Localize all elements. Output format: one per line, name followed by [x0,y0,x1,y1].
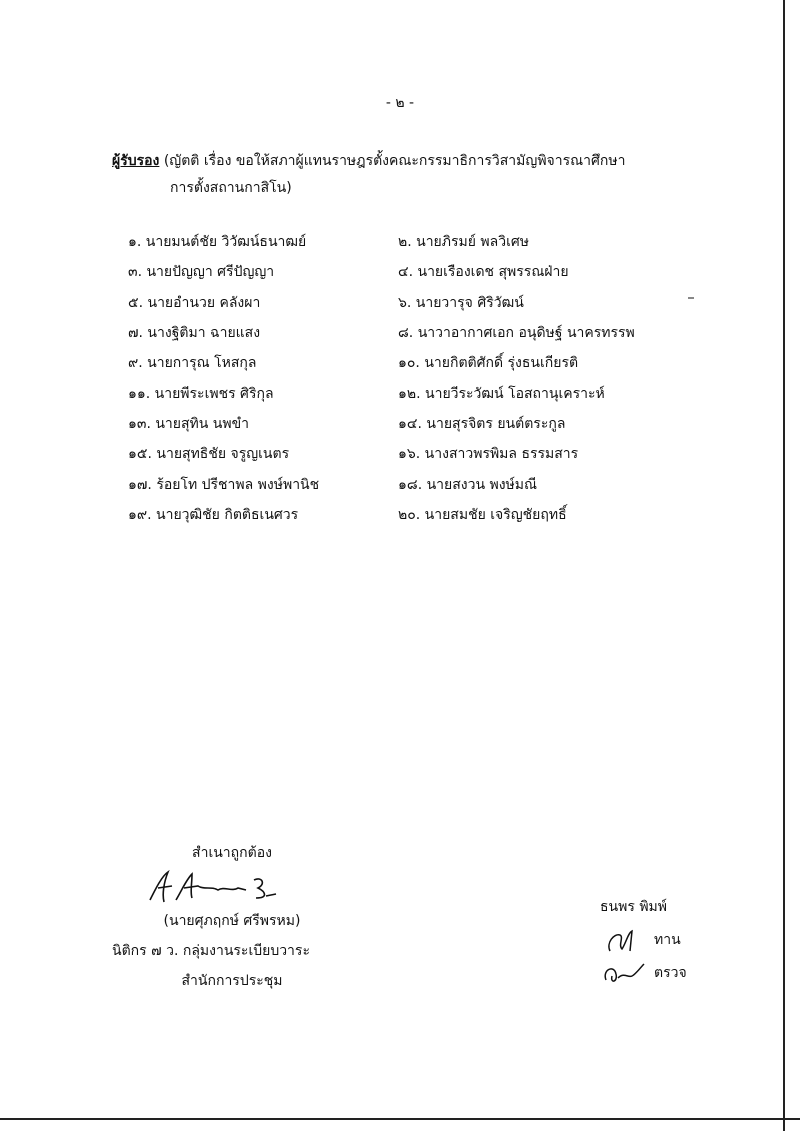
heading-label: ผู้รับรอง [112,153,160,169]
page-border-right [783,0,785,1131]
staff-block [600,890,740,989]
reviewed-label: ทาน [654,931,681,948]
signer-item: ๔. นายเรืองเดช สุพรรณฝ่าย [398,264,569,281]
heading-line-1: (ญัตติ เรื่อง ขอให้สภาผู้แทนราษฎรตั้งคณะกรรมาธิการวิสามัญพิจารณาศึกษา [163,153,626,169]
signer-item: ๑. นายมนต์ชัย วิวัฒน์ธนาฒย์ [128,234,307,251]
heading-line-2: การตั้งสถานกาสิโน) [170,180,292,196]
signer-item: ๒๐. นายสมชัย เจริญชัยฤทธิ์ [398,506,567,523]
signer-item: ๕. นายอำนวย คลังผา [128,294,261,311]
typist-row [600,890,740,923]
signer-item: ๑๖. นางสาวพรพิมล ธรรมสาร [398,446,579,463]
handwritten-signature [142,868,292,906]
checker-initials [600,958,646,988]
signer-item: ๑๘. นายสงวน พงษ์มณี [398,476,537,493]
signer-item: ๘. นาวาอากาศเอก อนุดิษฐ์ นาครทรรพ [398,325,635,342]
certification-block [112,838,352,996]
page-border-bottom [0,1118,800,1120]
reviewer-initials [600,925,646,955]
signer-item: ๒. นายภิรมย์ พลวิเศษ [398,234,529,251]
checked-label: ตรวจ [654,964,687,981]
signer-item: ๑๕. นายสุทธิชัย จรูญเนตร [128,446,290,463]
signer-item: ๙. นายการุณ โหสกุล [128,355,257,372]
certifier-office: สำนักการประชุม [181,973,283,989]
checked-row [600,956,740,989]
signer-item: ๑๐. นายกิตติศักดิ์ รุ่งธนเกียรติ [398,355,579,372]
signer-item: ๗. นางฐิติมา ฉายแสง [128,325,261,342]
signer-item: ๖. นายวารุจ ศิริวัฒน์ [398,294,524,311]
page-number: - ๒ - [385,95,415,111]
certification-title: สำเนาถูกต้อง [192,845,272,861]
signer-item: ๑๓. นายสุทิน นพขำ [128,415,250,432]
scan-mark [688,297,694,299]
certifier-position: นิติกร ๗ ว. กลุ่มงานระเบียบวาระ [112,943,310,959]
typist-label: ธนพร พิมพ์ [600,898,667,915]
signer-item: ๑๙. นายวุฒิชัย กิตติธเนศวร [128,506,299,523]
signers-list [128,227,688,530]
reviewed-row [600,923,740,956]
signer-item: ๑๒. นายวีระวัฒน์ โอสถานุเคราะห์ [398,385,605,402]
signer-item: ๑๔. นายสุรจิตร ยนต์ตระกูล [398,415,566,432]
certifier-name: (นายศุภฤกษ์ ศรีพรหม) [163,913,301,929]
heading [112,148,625,202]
signer-item: ๑๗. ร้อยโท ปรีชาพล พงษ์พานิช [128,476,320,493]
signer-item: ๑๑. นายพีระเพชร ศิริกุล [128,385,274,402]
signer-item: ๓. นายปัญญา ศรีปัญญา [128,264,275,281]
